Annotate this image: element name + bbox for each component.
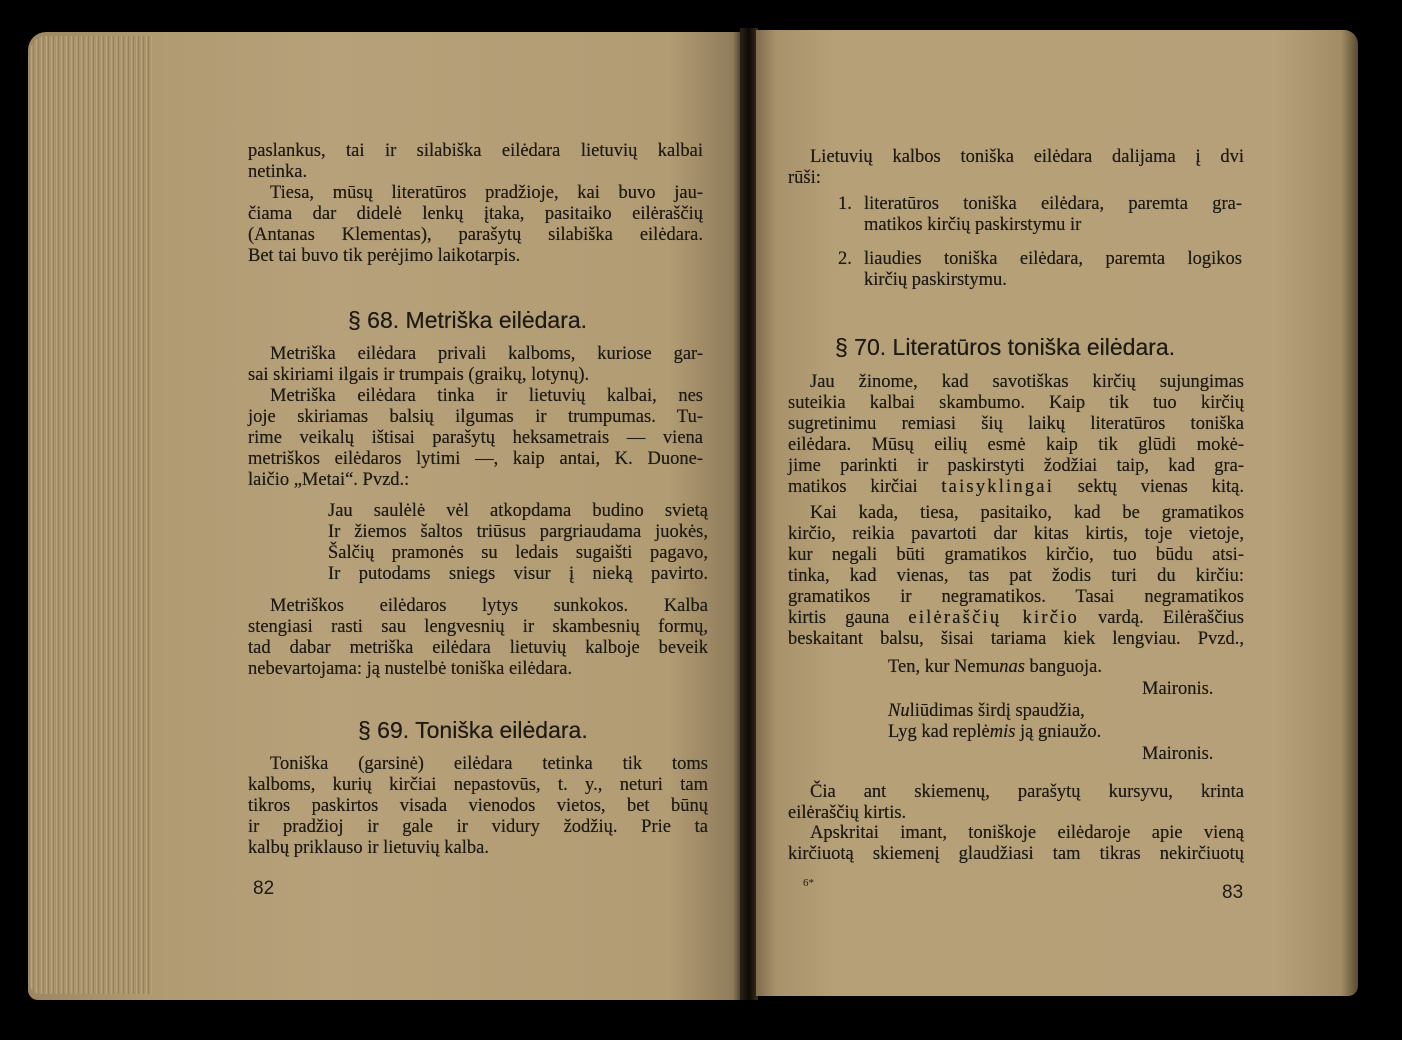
text-segment: sektų vienas kitą.: [1054, 477, 1244, 497]
text-line: jime parinkti ir paskirstyti žodžiai taip, kad gra-: [788, 456, 1244, 476]
text-line: sugretinimu remiasi šių laikų literatūros toniška: [788, 414, 1244, 434]
text-line: laičio „Metai“. Pvzd.:: [248, 470, 410, 490]
text-line: rūši:: [788, 168, 821, 188]
text-line: Metriškos eilėdaros lytys sunkokos. Kalba: [270, 596, 708, 616]
text-line: sai skiriami ilgais ir trumpais (graikų, lotynų).: [248, 365, 590, 385]
text-line: Jau saulėlė vėl atkopdama budino svietą: [328, 501, 708, 521]
text-line: Tiesa, mūsų literatūros pradžioje, kai buvo jau-: [270, 183, 703, 203]
text-line: kirčių paskirstymu.: [864, 270, 1007, 290]
text-line: [888, 722, 1101, 743]
text-line: stengiasi rasti sau lengvesnių ir skambesnių formų,: [248, 617, 708, 637]
list-number-2: 2.: [838, 249, 852, 269]
text-line: Jau žinome, kad savotiškas kirčių sujungimas: [810, 372, 1244, 392]
text-segment: banguoja.: [1024, 657, 1102, 677]
page-number-left: 82: [253, 878, 275, 899]
text-line: [888, 657, 1102, 678]
text-line: Metriška eilėdara tinka ir lietuvių kalbai, nes: [270, 386, 703, 406]
section-heading-68: § 68. Metriška eilėdara.: [348, 307, 588, 333]
text-line: ir pradžioj ir gale ir vidury žodžių. Prie ta: [248, 817, 708, 837]
text-segment: vardą. Eilėraščius: [1078, 608, 1245, 628]
text-segment: kirtis gauna: [788, 608, 909, 628]
text-line: metriškos eilėdaros lytimi —, kaip antai, K. Duone-: [248, 449, 703, 469]
text-line: tikros paskirtos visada vienodos vietos, bet būnų: [248, 796, 708, 816]
text-line: kalboms, kurių kirčiai nepastovūs, t. y., neturi tam: [248, 775, 708, 795]
text-line: Toniška (garsinė) eilėdara tetinka tik toms: [270, 754, 708, 774]
text-line: eilėraščių kirtis.: [788, 803, 907, 823]
text-line: nebevartojama: ją nustelbė toniška eilėdara.: [248, 659, 573, 679]
text-line: [788, 608, 1244, 629]
text-line: matikos kirčių paskirstymu ir: [864, 215, 1082, 235]
text-segment: eilėraščių kirčio: [908, 608, 1079, 628]
text-line: beskaitant balsu, šisai tariama kiek lengviau. Pvzd.,: [788, 629, 1244, 649]
text-line: netinka.: [248, 162, 308, 182]
text-segment: ją gniaužo.: [1015, 722, 1102, 742]
page-number-right: 83: [1222, 882, 1244, 903]
text-line: Apskritai imant, toniškoje eilėdaroje apie vieną: [810, 823, 1244, 843]
text-line: suteikia kalbai skambumo. Kaip tik tuo kirčių: [788, 393, 1244, 413]
text-line: Metriška eilėdara privali kalboms, kuriose gar-: [270, 344, 703, 364]
text-line: kur negali būti gramatikos kirčio, tuo būdu atsi-: [788, 545, 1244, 565]
text-segment: liūdimas širdį spaudžia,: [909, 701, 1085, 721]
section-heading-69: § 69. Toniška eilėdara.: [358, 717, 588, 743]
text-segment: Lyg kad replė: [888, 722, 990, 742]
text-line: Maironis.: [1142, 744, 1214, 764]
text-line: rime veikalų ištisai parašytų heksametrais — viena: [248, 428, 703, 448]
text-line: kirčio, reikia pavartoti dar kitas kirtis, toje vietoje,: [788, 524, 1244, 544]
text-line: Ir putodams sniegs visur į nieką pavirto.: [328, 564, 708, 584]
text-line: čiama dar didelė lenkų įtaka, pasitaiko eilėraščių: [248, 204, 703, 224]
list-number-1: 1.: [838, 194, 852, 214]
text-line: Šalčių pramonės su ledais sugaišti pagavo,: [328, 543, 708, 563]
text-line: paslankus, tai ir silabiška eilėdara lietuvių kalbai: [248, 141, 703, 161]
text-line: joje skiriamas balsių ilgumas ir trumpumas. Tu-: [248, 407, 703, 427]
text-segment: mis: [989, 722, 1016, 742]
page-edges: [30, 36, 152, 994]
text-line: tinka, kad vienas, tas pat žodis turi du kirčiu:: [788, 566, 1244, 586]
text-line: Ir žiemos šaltos triūsus pargriaudama juokės,: [328, 522, 708, 542]
text-segment: Ten, kur Nemu: [888, 657, 1000, 677]
text-line: liaudies toniška eilėdara, paremta logikos: [864, 249, 1242, 269]
text-line: Čia ant skiemenų, parašytų kursyvu, krinta: [810, 782, 1244, 802]
text-segment: Nu: [888, 701, 910, 721]
text-line: literatūros toniška eilėdara, paremta gra-: [864, 194, 1242, 214]
text-line: [888, 701, 1085, 722]
text-line: (Antanas Klementas), parašytų silabiška eilėdara.: [248, 225, 703, 245]
text-line: Kai kada, tiesa, pasitaiko, kad be gramatikos: [810, 503, 1244, 523]
text-segment: taisyklingai: [941, 477, 1055, 497]
text-segment: matikos kirčiai: [788, 477, 942, 497]
text-segment: nas: [999, 657, 1025, 677]
text-line: Bet tai buvo tik perėjimo laikotarpis.: [248, 246, 521, 266]
signature-mark: 6*: [803, 877, 814, 889]
text-line: kirčiuotą skiemenį glaudžiasi tam tikras nekirčiuotų: [788, 844, 1244, 864]
text-line: Maironis.: [1142, 679, 1214, 699]
text-line: Lietuvių kalbos toniška eilėdara dalijama į dvi: [810, 147, 1244, 167]
text-line: eilėdara. Mūsų eilių esmė kaip tik glūdi mokė-: [788, 435, 1244, 455]
text-line: tad dabar metriška eilėdara lietuvių kalboje beveik: [248, 638, 708, 658]
text-line: gramatikos ir negramatikos. Tasai negramatikos: [788, 587, 1244, 607]
text-line: [788, 477, 1244, 498]
section-heading-70: § 70. Literatūros toniška eilėdara.: [835, 334, 1176, 360]
text-line: kalbų priklauso ir lietuvių kalba.: [248, 838, 489, 858]
